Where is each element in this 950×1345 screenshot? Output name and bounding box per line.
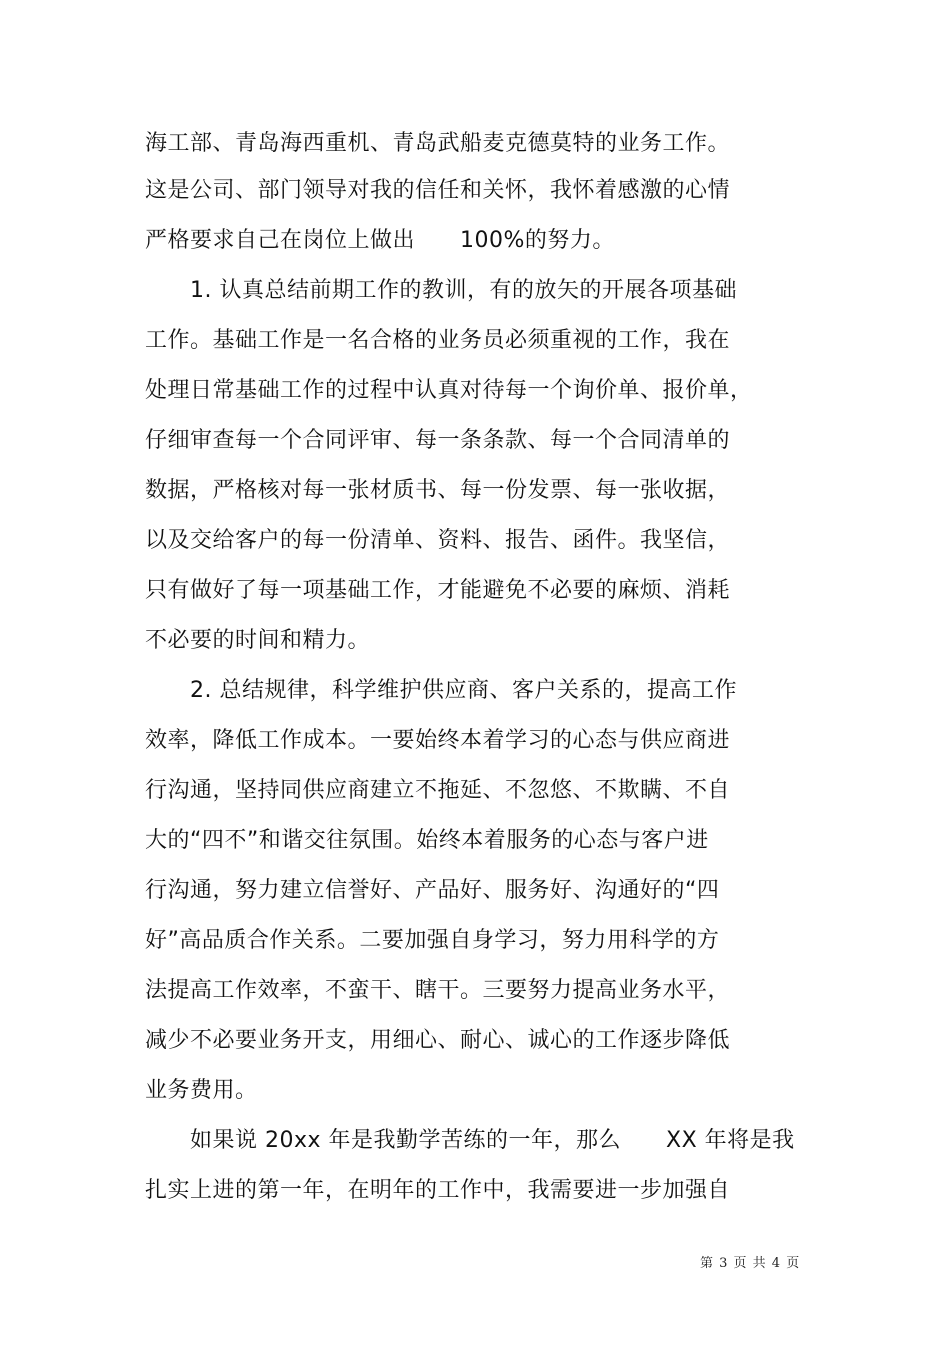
text-line: 严格要求自己在岗位上做出 100%的努力。 xyxy=(145,228,615,253)
text-line: 只有做好了每一项基础工作，才能避免不必要的麻烦、消耗 xyxy=(145,578,731,603)
paragraph-3-first-line: 如果说 20xx 年是我勤学苦练的一年，那么 XX 年将是我 xyxy=(190,1128,795,1153)
text-line: 业务费用。 xyxy=(145,1078,258,1103)
text-line: 处理日常基础工作的过程中认真对待每一个询价单、报价单， xyxy=(145,378,753,403)
text-line: 海工部、青岛海西重机、青岛武船麦克德莫特的业务工作。 xyxy=(145,131,731,156)
paragraph-1-heading: 1. 认真总结前期工作的教训，有的放矢的开展各项基础 xyxy=(190,278,737,303)
text-line: 减少不必要业务开支，用细心、耐心、诚心的工作逐步降低 xyxy=(145,1028,731,1053)
text-line: 扎实上进的第一年，在明年的工作中，我需要进一步加强自 xyxy=(145,1178,731,1203)
text-line: 以及交给客户的每一份清单、资料、报告、函件。我坚信， xyxy=(145,528,731,553)
text-line: 数据，严格核对每一张材质书、每一份发票、每一张收据， xyxy=(145,478,731,503)
text-line: 工作。基础工作是一名合格的业务员必须重视的工作，我在 xyxy=(145,328,731,353)
text-line: 不必要的时间和精力。 xyxy=(145,628,371,653)
text-line: 大的“四不”和谐交往氛围。始终本着服务的心态与客户进 xyxy=(145,828,709,853)
text-line: 法提高工作效率，不蛮干、瞎干。三要努力提高业务水平， xyxy=(145,978,731,1003)
text-line: 好”高品质合作关系。二要加强自身学习，努力用科学的方 xyxy=(145,928,720,953)
text-line: 行沟通，努力建立信誉好、产品好、服务好、沟通好的“四 xyxy=(145,878,720,903)
text-line: 这是公司、部门领导对我的信任和关怀，我怀着感激的心情 xyxy=(145,178,731,203)
paragraph-2-heading: 2. 总结规律，科学维护供应商、客户关系的，提高工作 xyxy=(190,678,737,703)
page-number-footer: 第 3 页 共 4 页 xyxy=(700,1256,801,1271)
text-line: 仔细审查每一个合同评审、每一条条款、每一个合同清单的 xyxy=(145,428,731,453)
text-line: 效率，降低工作成本。一要始终本着学习的心态与供应商进 xyxy=(145,728,731,753)
text-line: 行沟通，坚持同供应商建立不拖延、不忽悠、不欺瞒、不自 xyxy=(145,778,731,803)
